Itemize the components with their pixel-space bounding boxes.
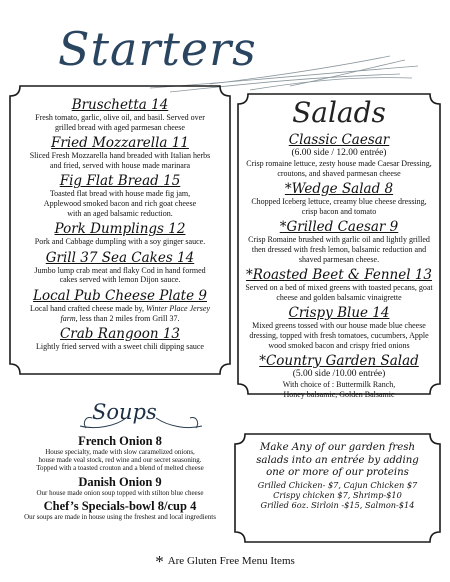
menu-item bbox=[241, 305, 437, 350]
proteins-list: Grilled Chicken- $7, Cajun Chicken $7 Crispy chicken $7, Shrimp-$10 Grilled 6oz. Sirloin -$15, Salmon-$14 bbox=[257, 479, 418, 510]
proteins-intro: Make Any of our garden fresh salads into an entrée by adding one or more of our proteins bbox=[256, 442, 419, 478]
item-name: Crispy Blue 14 bbox=[288, 305, 390, 322]
item-description: Crisp Romaine brushed with garlic oil and lightly grilled then dressed with fresh lemon, balsamic reduction and shaved parmesan cheese. bbox=[248, 235, 430, 264]
menu-item bbox=[14, 135, 226, 170]
item-description: Our house made onion soup topped with stilton blue cheese bbox=[36, 488, 204, 497]
menu-item bbox=[241, 132, 437, 178]
item-name: *Country Garden Salad bbox=[259, 353, 419, 370]
item-name: Classic Caesar bbox=[288, 132, 390, 148]
item-price: (5.00 side /10.00 entrée) bbox=[292, 369, 386, 380]
item-name: *Grilled Caesar 9 bbox=[279, 219, 399, 236]
menu-item bbox=[241, 353, 437, 399]
menu-item bbox=[8, 499, 232, 521]
item-description: Sliced Fresh Mozzarella hand breaded with Italian herbs and fried, served with house made marinara bbox=[29, 151, 211, 170]
menu-item bbox=[14, 326, 226, 352]
item-description: Served on a bed of mixed greens with toasted pecans, goat cheese and golden balsamic vinaigrette bbox=[245, 283, 433, 302]
proteins-panel bbox=[233, 432, 442, 544]
item-description: Pork and Cabbage dumpling with a soy ginger sauce. bbox=[34, 237, 206, 247]
menu-item bbox=[241, 181, 437, 216]
starters-panel bbox=[8, 84, 232, 376]
menu-item bbox=[14, 288, 226, 323]
menu-item bbox=[241, 267, 437, 302]
item-name: Bruschetta 14 bbox=[71, 97, 169, 113]
soups-heading: Soups bbox=[92, 400, 157, 424]
menu-item bbox=[14, 221, 226, 247]
item-description: Chopped Iceberg lettuce, creamy blue cheese dressing, crisp bacon and tomato bbox=[251, 197, 427, 216]
item-name: Grill 37 Sea Cakes 14 bbox=[45, 249, 195, 266]
item-description: Fresh tomato, garlic, olive oil, and basil. Served over grilled bread with aged parmesan cheese bbox=[35, 113, 205, 132]
item-name: Fig Flat Bread 15 bbox=[59, 173, 181, 190]
item-description: Our soups are made in house using the freshest and local ingredients bbox=[24, 512, 216, 521]
item-name: Danish Onion 9 bbox=[78, 474, 162, 489]
item-description: Mixed greens tossed with our house made blue cheese dressing, topped with fresh tomatoes, cucumbers, Apple wood smoked bacon and crispy fried onions bbox=[249, 321, 429, 350]
salads-panel bbox=[236, 92, 442, 399]
item-name: French Onion 8 bbox=[78, 434, 162, 448]
item-description: Jumbo lump crab meat and flaky Cod in hand formed cakes served with lemon Dijon sauce. bbox=[34, 265, 206, 285]
item-description: Local hand crafted cheese made by, Winter Place Jersey farm, less than 2 miles from Grill 37. bbox=[29, 303, 211, 323]
soups-list bbox=[8, 434, 232, 523]
item-name: *Roasted Beet & Fennel 13 bbox=[245, 267, 433, 284]
menu-item bbox=[14, 97, 226, 132]
item-description: Crisp romaine lettuce, zesty house made Caesar Dressing, croutons, and shaved parmesan cheese bbox=[246, 159, 432, 178]
gluten-free-note bbox=[0, 552, 450, 572]
item-description: Lightly fried served with a sweet chili dipping sauce bbox=[36, 342, 204, 352]
item-name: *Wedge Salad 8 bbox=[284, 181, 394, 198]
asterisk-icon: * bbox=[155, 552, 164, 571]
menu-item bbox=[14, 250, 226, 285]
menu-item bbox=[14, 173, 226, 218]
item-price: (6.00 side / 12.00 entrée) bbox=[291, 148, 387, 158]
item-description: House specialty, made with slow caramelized onions, house made veal stock, red wine and our secret seasoning. Topped with a toasted crouton and a blend of melted cheese bbox=[36, 448, 204, 473]
item-name: Chef’s Specials-bowl 8/cup 4 bbox=[43, 498, 197, 513]
item-name: Pork Dumplings 12 bbox=[54, 221, 186, 238]
item-name: Crab Rangoon 13 bbox=[59, 326, 181, 343]
item-name: Fried Mozzarella 11 bbox=[51, 135, 189, 152]
item-description: Toasted flat bread with house made fig jam, Applewood smoked bacon and rich goat cheese with an aged balsamic reduction. bbox=[43, 189, 197, 218]
gluten-free-text: Are Gluten Free Menu Items bbox=[167, 555, 295, 567]
menu-item bbox=[241, 219, 437, 264]
salads-heading: Salads bbox=[292, 96, 386, 129]
item-description: With choice of : Buttermilk Ranch, Honey balsamic, Golden Balsamic bbox=[282, 380, 396, 399]
menu-item bbox=[8, 475, 232, 497]
item-name: Local Pub Cheese Plate 9 bbox=[33, 287, 207, 304]
page-title: Starters bbox=[58, 22, 257, 76]
menu-item bbox=[8, 434, 232, 473]
